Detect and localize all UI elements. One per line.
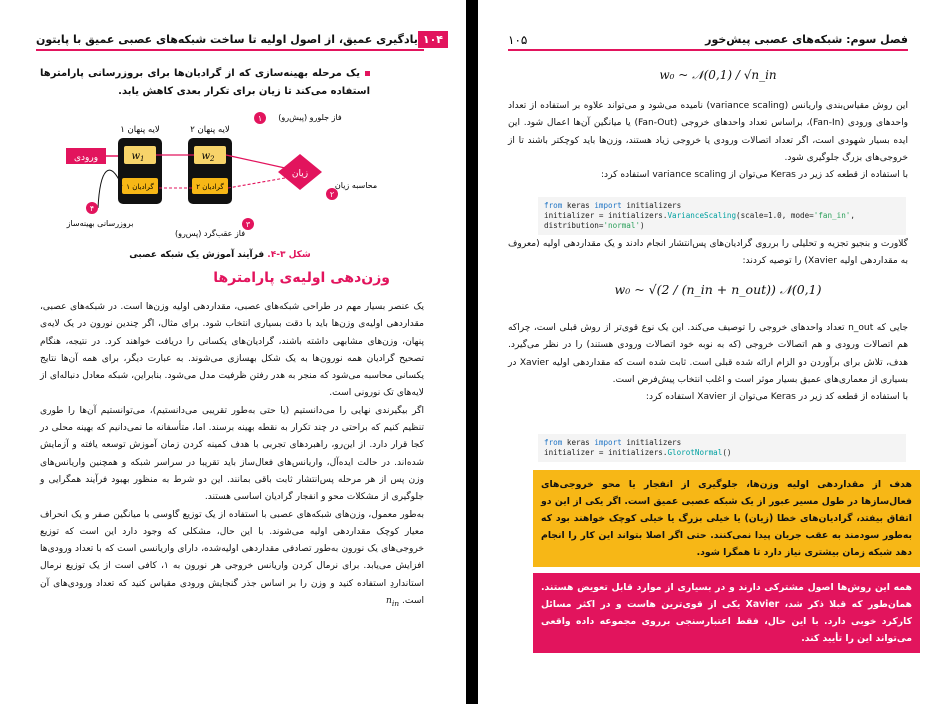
marker-1-label: ۱	[257, 114, 263, 123]
n-in-symbol: $n_{in}$	[385, 596, 400, 608]
code-string: 'fan_in'	[813, 211, 851, 220]
code-keyword: import	[594, 201, 622, 210]
hidden-layer-2-label: لایه پنهان ۲	[190, 125, 230, 135]
formula-xavier: w₀ ~ √(2 / (n_in + n_out)) 𝒩(0,1)	[614, 282, 822, 297]
loss-label: زیان	[291, 169, 309, 179]
paragraph: با استفاده از قطعه کد زیر در Keras می‌توان از Xavier استفاده کرد:	[645, 392, 908, 403]
backward-arrow-1	[228, 178, 285, 188]
right-page-number: ۱۰۵	[508, 32, 528, 47]
code-text: initializers	[621, 438, 682, 447]
loss-calc-label: محاسبه زیان	[334, 181, 378, 190]
right-para-1	[508, 98, 908, 184]
code-text: initializer = initializers.	[544, 211, 668, 220]
right-running-title: فصل سوم: شبکه‌های عصبی پیش‌خور	[705, 33, 908, 46]
paragraph: به‌طور معمول، وزن‌های شبکه‌های عصبی با استفاده از یک توزیع گاوسی با میانگین صفر و یک انحراف معیار کوچک مقداردهی اولیه می‌شوند. با این حال، مشکلی که وجود دارد این است که توزیع خروجی‌های یک نورون به‌طور تصادفی مقداردهی اولیه‌شده، دارای واریانسی است که با تعداد ورودی‌ها افزایش می‌یابد. برای نرمال کردن واریانس خروجی هر نورون به ۱، کافی است از یک توزیع نرمال استانداردِ استفاده کنید و وزن را بر اساس جذر گنجایش ورودی مقیاس کنید که تعداد ورودی‌های آن است. $n_{in}$	[40, 509, 424, 608]
backward-phase-label: فاز عقب‌گرد (پس‌رو)	[174, 229, 246, 238]
note-box-pink: همه این روش‌ها اصول مشترکی دارند و در بسیاری از موارد قابل تعویض هستند. همان‌طور که قبلا ذکر شد، Xavier یکی از قوی‌ترین هاست و در اکثر مسائل کارکرد خوبی دارد. با این حال، فقط اعتبارسنجی برروی مجموعه داده واقعی می‌تواند این را تأیید کند.	[533, 573, 920, 653]
left-page	[0, 0, 466, 704]
paragraph: جایی که n_out تعداد واحدهای خروجی را توصیف می‌کند. این یک نوع قوی‌تر از روش قبلی است، چراکه هم اتصالات ورودی و هم اتصالات خروجی (که به نوبه خود اتصالات ورودی هستند) را در نظر می‌گیرد. هدف، تلاش برای برآوردن دو الزام ارائه شده قبلی است. ثابت شده است که مقداردهی اولیه Xavier در بسیاری از معماری‌های عمیق بسیار موثر است و اغلب انتخاب پیش‌فرض است.	[508, 323, 908, 385]
forward-arrow-2	[226, 155, 285, 168]
code-keyword: from	[544, 438, 563, 447]
code-text: initializer = initializers.	[544, 448, 668, 457]
code-keyword: import	[594, 438, 622, 447]
marker-3-label: ۳	[245, 220, 251, 229]
weight-2-label: $w_2$	[201, 151, 215, 163]
code-text: initializers	[621, 201, 682, 210]
code-function: VarianceScaling	[667, 211, 737, 220]
code-text: distribution=	[544, 221, 604, 230]
gradient-2-label: گرادیان ۲	[196, 183, 224, 191]
gradient-1-label: گرادیان ۱	[126, 183, 154, 191]
caption-number: شکل ۳-۴.	[267, 250, 311, 260]
code-block-xavier	[538, 434, 906, 462]
hidden-layer-1-label: لایه پنهان ۱	[120, 125, 160, 135]
paragraph: اگر بیگیرندی نهایی را می‌دانستیم (یا حتی به‌طور تقریبی می‌دانستیم)، می‌توانستیم آن‌ها را طوری تنظیم کنیم که براحتی در چند تکرار به نقطه بهینه برسند. اما، متأسفانه ما نمی‌دانیم که بهینه محلی در کجا قرار دارد. از این‌رو، راهبردهای تجربی با هدف کمینه کردن زمان آموزش توسعه یافته و آزمایش شده‌اند. در حالت ایده‌آل، واریانس‌های فعال‌ساز باید تقریبا در سراسر شبکه و همچنین واریانس‌های وزن پس از هر مرحله پس‌انتشار ثابت باقی بمانند. این دو شرط به منظور بهبود فرآیند همگرایی و جلوگیری از مشکلات محو و انفجار گرادیان اساسی هستند.	[40, 405, 424, 503]
right-para-3: گلاورت و بنجیو تجزیه و تحلیلی را برروی گرادیان‌های پس‌انتشار انجام دادند و یک مقداردهی اولیه (معروف به مقداردهی اولیه Xavier) را توصیه کردند:	[508, 239, 908, 267]
paragraph: این روش مقیاس‌بندی واریانس (variance scaling) نامیده می‌شود و می‌تواند علاوه بر استفاده از تعداد واحدهای ورودی (Fan-In)، براساس تعداد واحدهای خروجی (Fan-Out) یا میانگین آن‌ها اعمال شود. این ایده بسیار شهودی است، اگر تعداد اتصالات ورودی یا خروجی زیاد هستند، وزن‌ها باید کوچکتر باشند تا از خروجی‌های بزرگ جلوگیری شود.	[508, 101, 908, 163]
right-para-4	[508, 320, 908, 406]
forward-phase-label: فاز جلورو (پیش‌رو)	[278, 113, 342, 122]
code-text: ,	[850, 211, 855, 220]
code-function: GlorotNormal	[667, 448, 723, 457]
input-label: ورودی	[73, 153, 99, 163]
training-process-figure	[60, 108, 400, 248]
code-block-variance-scaling	[538, 197, 906, 235]
code-string: 'normal'	[603, 221, 641, 230]
book-spine	[466, 0, 478, 704]
left-page-header	[36, 30, 444, 51]
formula-variance-scaling: w₀ ~ 𝒩(0,1) / √n_in	[659, 68, 777, 82]
code-keyword: from	[544, 201, 563, 210]
bullet-text: یک مرحله بهینه‌سازی که از گرادیان‌ها برای بروزرسانی پارامترها استفاده می‌کند تا زیان برای تکرار بعدی کاهش یابد.	[40, 68, 370, 97]
bullet-marker	[365, 71, 370, 76]
optimizer-label: بروزرسانی بهینه‌ساز	[66, 219, 134, 228]
left-running-title: یادگیری عمیق، از اصول اولیه تا ساخت شبکه‌های عصبی عمیق با پایتون	[36, 33, 418, 46]
code-text: keras	[562, 438, 595, 447]
code-text: (scale=1.0, mode=	[736, 211, 814, 220]
caption-text: فرآیند آموزش یک شبکه عصبی	[129, 250, 265, 260]
paragraph: یک عنصر بسیار مهم در طراحی شبکه‌های عصبی، مقداردهی اولیه وزن‌ها است. در شبکه‌های عصبی، مقداردهی اولیه‌ی وزن‌ها باید با دقت بسیاری انتخاب شود. برای مثال، اگر چندین نورون در یک لایه‌ی پنهان، وزن‌های مشابهی داشته باشند، گرادیان‌های یکسانی را دریافت خواهند کرد. در نتیجه، هنگام تصحیح گرادیان همه نورون‌ها به یک شکل بهسازی می‌شوند. به عبارت دیگر، برای همه آن‌ها نتایج یکسانی محاسبه می‌شود که منجر به هدر رفتن ظرفیت مدل می‌شود. بنابراین، شبکه معادل دنباله‌ای از لایه‌های تک نورونی است.	[40, 302, 424, 399]
code-text: )	[640, 221, 645, 230]
marker-4-label: ۴	[89, 204, 95, 213]
paragraph: با استفاده از قطعه کد زیر در Keras می‌توان از variance scaling استفاده کرد:	[600, 170, 908, 181]
code-text: ()	[722, 448, 732, 457]
marker-2-label: ۲	[329, 190, 335, 199]
figure-caption	[120, 250, 320, 260]
section-title: وزن‌دهی اولیه‌ی پارامترها	[213, 270, 390, 286]
note-box-yellow: هدف از مقداردهی اولیه وزن‌ها، جلوگیری از انفجار یا محو خروجی‌های فعال‌سازها در طول مسیر عبور از یک شبکه عصبی عمیق است. اگر یکی از این دو اتفاق بیفتد، گرادیان‌های خطا (زیان) یا خیلی بزرگ یا خیلی کوچک خواهند بود که به‌طور سودمند به عقب جریان پیدا نمی‌کنند. حتی اگر اصلا بتواند این کار را انجام دهد شبکه زمان بیشتری نیاز دارد تا همگرا شود.	[533, 470, 920, 567]
right-page	[478, 0, 945, 704]
weight-1-label: $w_1$	[131, 151, 145, 163]
left-page-number: ۱۰۴	[418, 31, 448, 48]
left-body-text	[40, 299, 424, 612]
code-text: keras	[562, 201, 595, 210]
bullet-optimizer	[40, 65, 370, 101]
right-page-header	[508, 30, 908, 51]
